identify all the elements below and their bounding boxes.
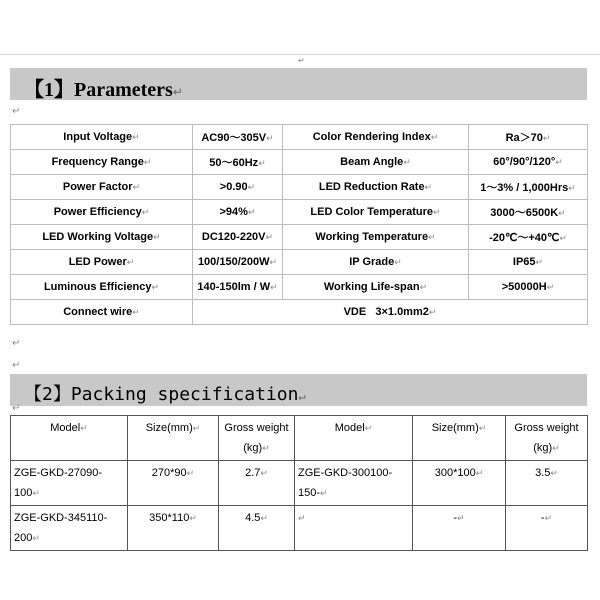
param-label: Working Life-span↵ — [283, 275, 469, 300]
packing-cell: -↵ — [506, 506, 588, 551]
paragraph-mark: ↵ — [12, 106, 21, 117]
param-label: Input Voltage↵ — [11, 125, 193, 150]
param-value: >0.90↵ — [193, 175, 283, 200]
paragraph-mark: ↵ — [12, 360, 21, 371]
param-label: LED Reduction Rate↵ — [283, 175, 469, 200]
packing-cell: 4.5↵ — [219, 506, 295, 551]
packing-cell: ZGE-GKD-300100-150-↵ — [295, 461, 413, 506]
param-label: Luminous Efficiency↵ — [11, 275, 193, 300]
param-label: LED Power↵ — [11, 250, 193, 275]
param-value: 100/150/200W↵ — [193, 250, 283, 275]
packing-cell: ↵ — [295, 506, 413, 551]
column-header: Model↵ — [11, 416, 128, 461]
param-row — [11, 225, 588, 250]
column-header: Gross weight (kg)↵ — [506, 416, 588, 461]
param-label: Frequency Range↵ — [11, 150, 193, 175]
packing-table — [10, 415, 588, 551]
param-label: Beam Angle↵ — [283, 150, 469, 175]
param-label: Connect wire↵ — [11, 300, 193, 325]
param-value: -20℃～+40℃↵ — [469, 225, 588, 250]
section-heading-parameters — [10, 68, 587, 100]
param-row — [11, 200, 588, 225]
packing-row — [11, 506, 588, 551]
param-row — [11, 175, 588, 200]
packing-cell: 300*100↵ — [413, 461, 506, 506]
param-value: 50～60Hz↵ — [193, 150, 283, 175]
section-heading-packing — [10, 374, 587, 406]
packing-cell: ZGE-GKD-27090-100↵ — [11, 461, 128, 506]
paragraph-mark: ↵ — [12, 338, 21, 349]
param-value: 60°/90°/120°↵ — [469, 150, 588, 175]
packing-row — [11, 461, 588, 506]
packing-cell: 270*90↵ — [128, 461, 219, 506]
packing-cell: 3.5↵ — [506, 461, 588, 506]
column-header: Model↵ — [295, 416, 413, 461]
param-value: Ra＞70↵ — [469, 125, 588, 150]
param-value: 3000～6500K↵ — [469, 200, 588, 225]
param-label: LED Working Voltage↵ — [11, 225, 193, 250]
param-value: IP65↵ — [469, 250, 588, 275]
column-header: Gross weight (kg)↵ — [219, 416, 295, 461]
param-value: 1～3% / 1,000Hrs↵ — [469, 175, 588, 200]
packing-header-row — [11, 416, 588, 461]
param-value: 140-150lm / W↵ — [193, 275, 283, 300]
param-row — [11, 150, 588, 175]
packing-cell: 2.7↵ — [219, 461, 295, 506]
param-label: Color Rendering Index↵ — [283, 125, 469, 150]
column-header: Size(mm)↵ — [413, 416, 506, 461]
packing-cell: -↵ — [413, 506, 506, 551]
column-header: Size(mm)↵ — [128, 416, 219, 461]
page-top-divider — [0, 54, 600, 55]
paragraph-mark: ↵ — [298, 56, 305, 65]
param-label: IP Grade↵ — [283, 250, 469, 275]
parameters-table — [10, 124, 588, 325]
param-row — [11, 275, 588, 300]
param-value: AC90～305V↵ — [193, 125, 283, 150]
param-value: VDE 3×1.0mm2↵ — [193, 300, 588, 325]
param-value: >94%↵ — [193, 200, 283, 225]
param-value: >50000H↵ — [469, 275, 588, 300]
param-row — [11, 250, 588, 275]
paragraph-mark: ↵ — [12, 403, 21, 414]
packing-cell: 350*110↵ — [128, 506, 219, 551]
param-row — [11, 300, 588, 325]
section-title: 【1】Parameters↵ — [24, 79, 183, 101]
param-label: Working Temperature↵ — [283, 225, 469, 250]
param-row — [11, 125, 588, 150]
packing-cell: ZGE-GKD-345110-200↵ — [11, 506, 128, 551]
param-label: Power Factor↵ — [11, 175, 193, 200]
param-label: Power Efficiency↵ — [11, 200, 193, 225]
param-label: LED Color Temperature↵ — [283, 200, 469, 225]
section-title: 【2】Packing specification↵ — [24, 384, 306, 405]
param-value: DC120-220V↵ — [193, 225, 283, 250]
